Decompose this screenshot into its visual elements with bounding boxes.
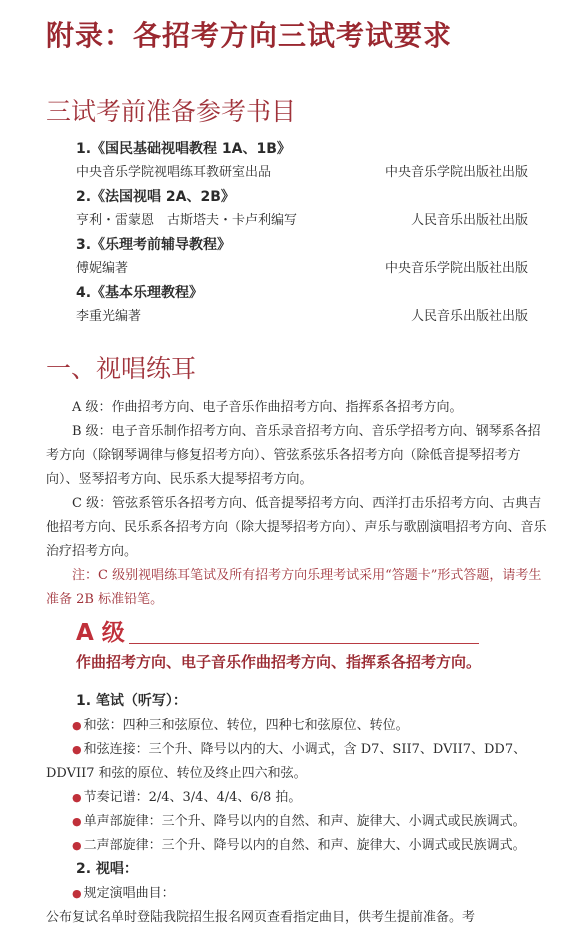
book-author: 傅妮编著	[76, 261, 129, 276]
bullet-text: 和弦：四种三和弦原位、转位，四种七和弦原位、转位。	[83, 718, 409, 733]
book-list	[76, 137, 528, 329]
book-title: 2.《法国视唱 2A、2B》	[76, 189, 235, 205]
page-title: 附录：各招考方向三试考试要求	[46, 19, 453, 52]
book-info	[76, 209, 528, 233]
bullet-text: 单声部旋律：三个升、降号以内的自然、和声、旋律大、小调式或民族调式。	[83, 814, 526, 829]
bullet-icon: ●	[72, 815, 82, 828]
book-publisher: 人民音乐出版社出版	[410, 213, 528, 228]
book-title: 4.《基本乐理教程》	[76, 285, 204, 301]
book-title: 1.《国民基础视唱教程 1A、1B》	[76, 141, 291, 157]
level-c-description: C 级：管弦系管乐各招考方向、低音提琴招考方向、西洋打击乐招考方向、古典吉他招考方向、民乐系各招考方向（除大提琴招考方向）、声乐与歌剧演唱招考方向、音乐治疗招考方向。	[46, 496, 547, 559]
bullet-icon: ●	[72, 743, 82, 756]
book-author: 中央音乐学院视唱练耳教研室出品	[76, 165, 272, 180]
written-test-title: 1. 笔试（听写）：	[76, 693, 187, 709]
book-publisher: 人民音乐出版社出版	[410, 309, 528, 324]
book-publisher: 中央音乐学院出版社出版	[384, 261, 528, 276]
sight-singing-title: 2. 视唱：	[76, 861, 138, 877]
section-heading-sight-singing: 一、视唱练耳	[46, 354, 197, 383]
bullet-icon: ●	[72, 719, 82, 732]
bullet-text: 节奏记谱：2/4、3/4、4/4、6/8 拍。	[83, 790, 302, 805]
list-item	[46, 810, 548, 834]
book-title: 3.《乐理考前辅导教程》	[76, 237, 232, 253]
bullet-text: 规定演唱曲目：	[83, 886, 175, 901]
sight-singing-text: 公布复试名单时登陆我院招生报名网页查看指定曲目，供考生提前准备。考	[46, 910, 476, 925]
book-item	[76, 137, 528, 185]
a-level-rule	[129, 643, 479, 644]
list-item	[46, 834, 548, 858]
bullet-icon: ●	[72, 791, 82, 804]
book-item	[76, 185, 528, 233]
bullet-icon: ●	[72, 887, 82, 900]
bullet-icon: ●	[72, 839, 82, 852]
book-item	[76, 233, 528, 281]
book-info	[76, 161, 528, 185]
list-item	[46, 786, 548, 810]
book-info	[76, 305, 528, 329]
book-author: 亨利・雷蒙恩 古斯塔夫・卡卢利编写	[76, 213, 298, 228]
book-publisher: 中央音乐学院出版社出版	[384, 165, 528, 180]
books-heading: 三试考前准备参考书目	[46, 97, 297, 126]
a-level-label: A 级	[76, 620, 125, 646]
book-info	[76, 257, 528, 281]
answer-card-note: 注：C 级别视唱练耳笔试及所有招考方向乐理考试采用“答题卡”形式答题，请考生准备 2B 标准铅笔。	[46, 568, 542, 607]
level-b-description: B 级：电子音乐制作招考方向、音乐录音招考方向、音乐学招考方向、钢琴系各招考方向（除钢琴调律与修复招考方向）、管弦系弦乐各招考方向（除低音提琴招考方向）、竖琴招考方向、民乐系大提琴招考方向。	[46, 424, 541, 487]
bullet-text: 和弦连接：三个升、降号以内的大、小调式，含 D7、SII7、DVII7、DD7、DDVII7 和弦的原位、转位及终止四六和弦。	[46, 742, 527, 781]
bullet-text: 二声部旋律：三个升、降号以内的自然、和声、旋律大、小调式或民族调式。	[83, 838, 526, 853]
a-level-subtitle: 作曲招考方向、电子音乐作曲招考方向、指挥系各招考方向。	[76, 653, 482, 671]
list-item	[46, 738, 548, 786]
level-a-description: A 级：作曲招考方向、电子音乐作曲招考方向、指挥系各招考方向。	[72, 400, 463, 415]
a-level-header	[76, 618, 479, 648]
list-item	[46, 882, 548, 906]
list-item	[46, 714, 548, 738]
book-author: 李重光编著	[76, 309, 142, 324]
book-item	[76, 281, 528, 329]
